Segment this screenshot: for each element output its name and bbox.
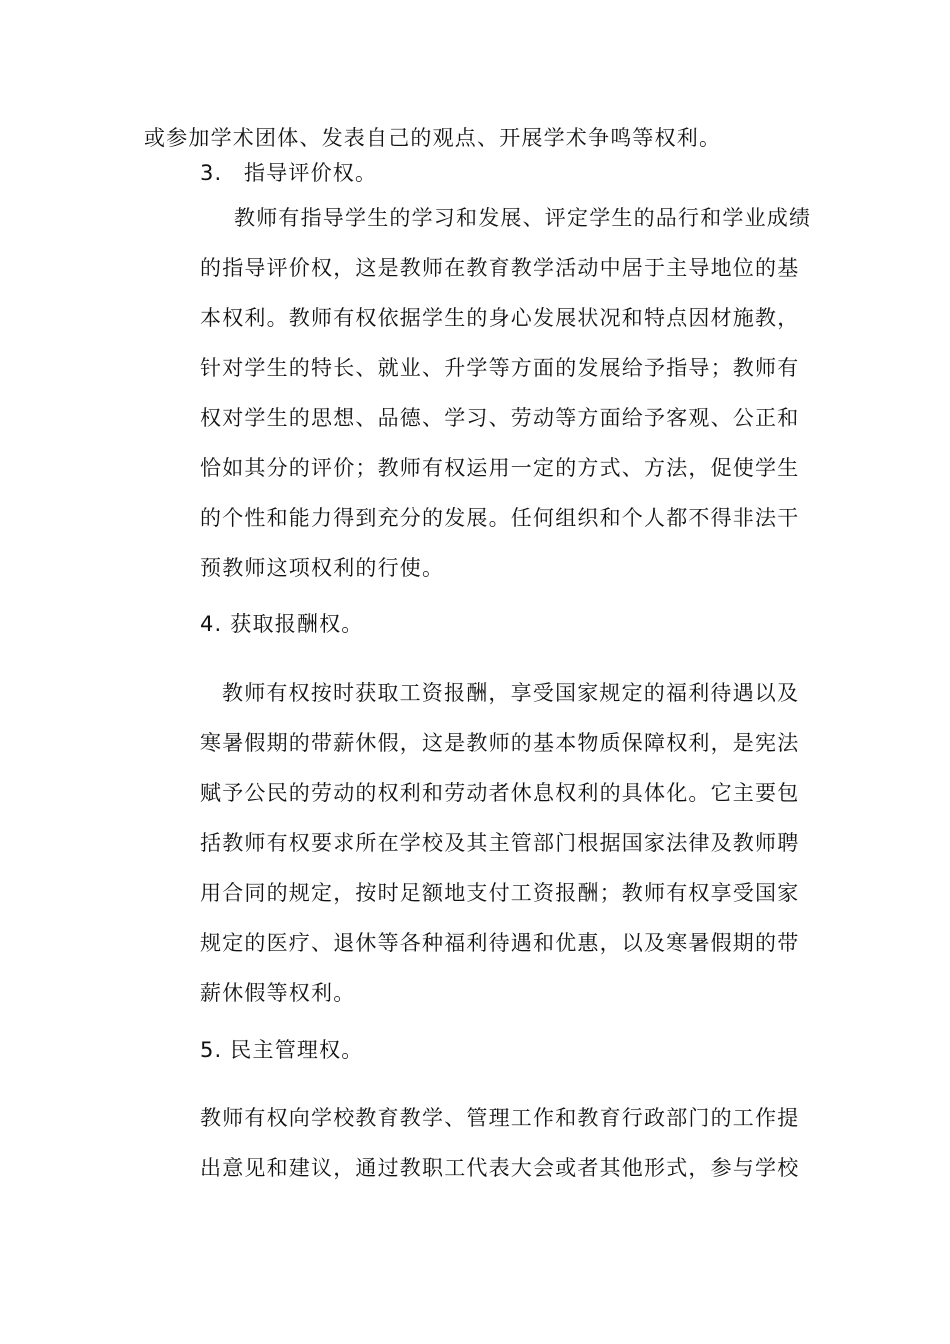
paragraph-line: 本权利。教师有权依据学生的身心发展状况和特点因材施教， bbox=[200, 306, 800, 330]
paragraph-line: 薪休假等权利。 bbox=[200, 981, 356, 1005]
section-heading-4: 4. 获取报酬权。 bbox=[200, 612, 364, 636]
paragraph-line: 教师有权按时获取工资报酬，享受国家规定的福利待遇以及 bbox=[222, 681, 800, 705]
paragraph-line: 教师有指导学生的学习和发展、评定学生的品行和学业成绩 bbox=[234, 206, 812, 230]
heading-title: 指导评价权。 bbox=[244, 161, 378, 185]
paragraph-line: 的个性和能力得到充分的发展。任何组织和个人都不得非法干 bbox=[200, 506, 800, 530]
paragraph-line: 预教师这项权利的行使。 bbox=[200, 556, 445, 580]
paragraph-line: 规定的医疗、退休等各种福利待遇和优惠，以及寒暑假期的带 bbox=[200, 931, 800, 955]
heading-number: 3. bbox=[200, 161, 223, 185]
paragraph-line: 权对学生的思想、品德、学习、劳动等方面给予客观、公正和 bbox=[200, 406, 800, 430]
paragraph-line: 出意见和建议，通过教职工代表大会或者其他形式，参与学校 bbox=[200, 1156, 800, 1180]
paragraph-line: 括教师有权要求所在学校及其主管部门根据国家法律及教师聘 bbox=[200, 831, 800, 855]
paragraph-line: 赋予公民的劳动的权利和劳动者休息权利的具体化。它主要包 bbox=[200, 781, 800, 805]
section-heading-5: 5. 民主管理权。 bbox=[200, 1038, 364, 1062]
section-heading-3 bbox=[200, 158, 377, 188]
paragraph-line: 针对学生的特长、就业、升学等方面的发展给予指导；教师有 bbox=[200, 356, 800, 380]
paragraph-line: 恰如其分的评价；教师有权运用一定的方式、方法，促使学生 bbox=[200, 456, 800, 480]
paragraph-line: 用合同的规定，按时足额地支付工资报酬；教师有权享受国家 bbox=[200, 881, 800, 905]
paragraph-line: 的指导评价权，这是教师在教育教学活动中居于主导地位的基 bbox=[200, 256, 800, 280]
paragraph-line: 教师有权向学校教育教学、管理工作和教育行政部门的工作提 bbox=[200, 1106, 800, 1130]
paragraph-line: 或参加学术团体、发表自己的观点、开展学术争鸣等权利。 bbox=[144, 126, 722, 150]
paragraph-line: 寒暑假期的带薪休假，这是教师的基本物质保障权利，是宪法 bbox=[200, 731, 800, 755]
